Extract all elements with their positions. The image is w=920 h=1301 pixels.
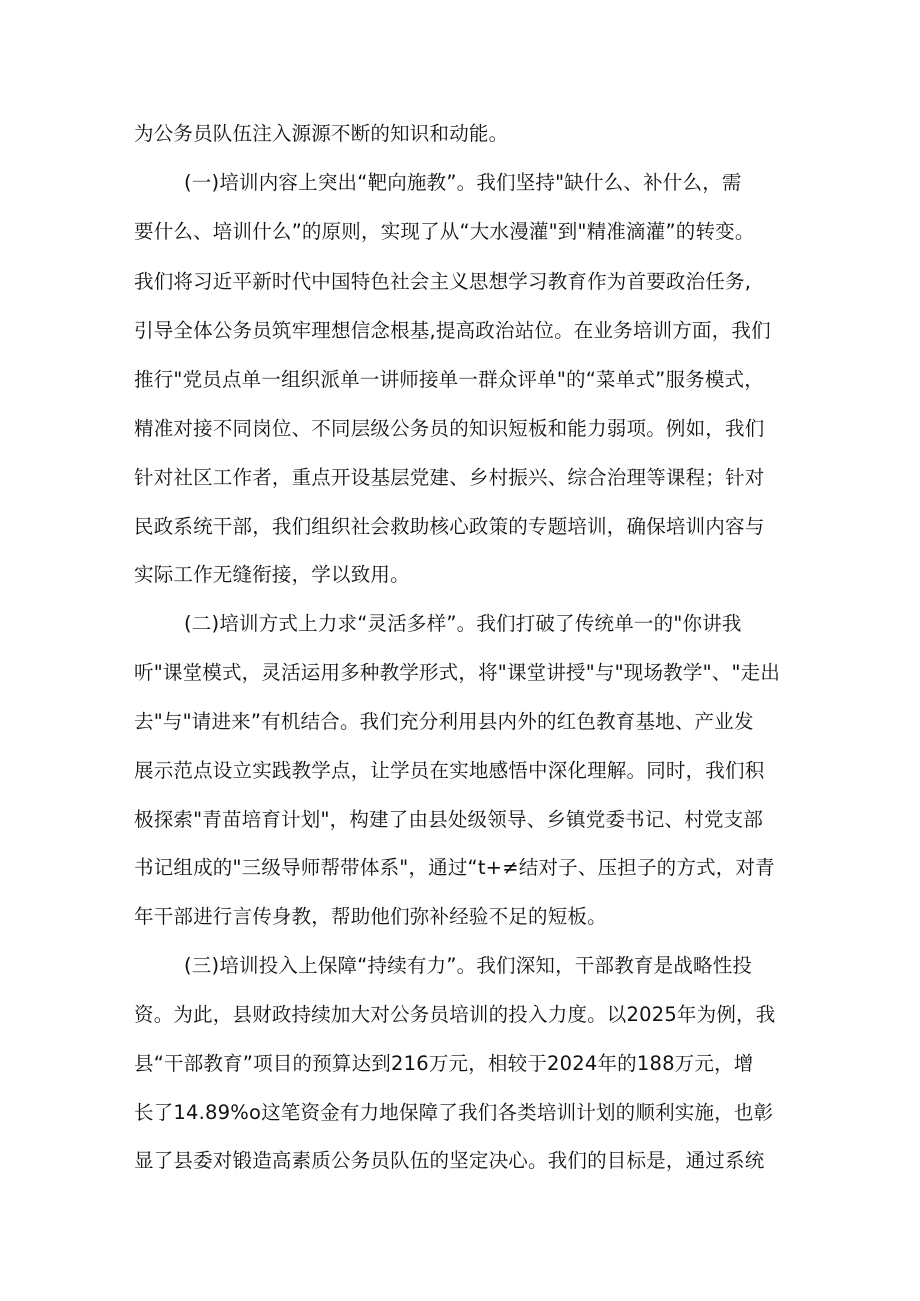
text-line: 我们将习近平新时代中国特色社会主义思想学习教育作为首要政治任务, (134, 270, 752, 293)
text-line: 书记组成的"三级导师帮带体系"，通过“t+≠结对子、压担子的方式，对青 (134, 856, 775, 879)
text-line: 资。为此，县财政持续加大对公务员培训的投入力度。以2025年为例，我 (134, 1003, 776, 1026)
text-line: 推行"党员点单一组织派单一讲师接单一群众评单"的“菜单式”服务模式， (134, 368, 764, 391)
text-line: 实际工作无缝衔接，学以致用。 (134, 563, 410, 586)
section-heading-line: (三)培训投入上保障“持续有力”。我们深知，干部教育是战略性投 (184, 954, 753, 977)
text-line: 精准对接不同岗位、不同层级公务员的知识短板和能力弱项。例如，我们 (134, 417, 765, 440)
text-line: 展示范点设立实践教学点，让学员在实地感悟中深化理解。同时，我们积 (134, 759, 765, 782)
text-line: 长了14.89%o这笔资金有力地保障了我们各类培训计划的顺利实施，也彰 (134, 1101, 774, 1124)
text-line: 民政系统干部，我们组织社会救助核心政策的专题培训，确保培训内容与 (134, 515, 765, 538)
text-line: 去"与"请进来”有机结合。我们充分利用县内外的红色教育基地、产业发 (134, 710, 754, 733)
section-heading-line: (二)培训方式上力求“灵活多样”。我们打破了传统单一的"你讲我 (184, 612, 742, 635)
text-line: 年干部进行言传身教，帮助他们弥补经验不足的短板。 (134, 905, 607, 928)
text-line: 听"课堂模式，灵活运用多种教学形式，将"课堂讲授"与"现场教学"、"走出 (134, 661, 781, 684)
text-line: 显了县委对锻造高素质公务员队伍的坚定决心。我们的目标是，通过系统 (134, 1149, 765, 1172)
text-line: 针对社区工作者，重点开设基层党建、乡村振兴、综合治理等课程；针对 (134, 466, 765, 489)
text-line: 县“干部教育”项目的预算达到216万元，相较于2024年的188万元，增 (134, 1052, 754, 1075)
text-line: 为公务员队伍注入源源不断的知识和动能。 (134, 122, 509, 145)
section-heading-line: (一)培训内容上突出“靶向施教”。我们坚持"缺什么、补什么，需 (184, 171, 742, 194)
text-line: 引导全体公务员筑牢理想信念根基,提高政治站位。在业务培训方面，我们 (134, 319, 771, 342)
text-line: 要什么、培训什么”的原则，实现了从“大水漫灌"到"精准滴灌”的转变。 (134, 220, 755, 243)
text-line: 极探索"青苗培育计划"，构建了由县处级领导、乡镇党委书记、村党支部 (134, 808, 764, 831)
